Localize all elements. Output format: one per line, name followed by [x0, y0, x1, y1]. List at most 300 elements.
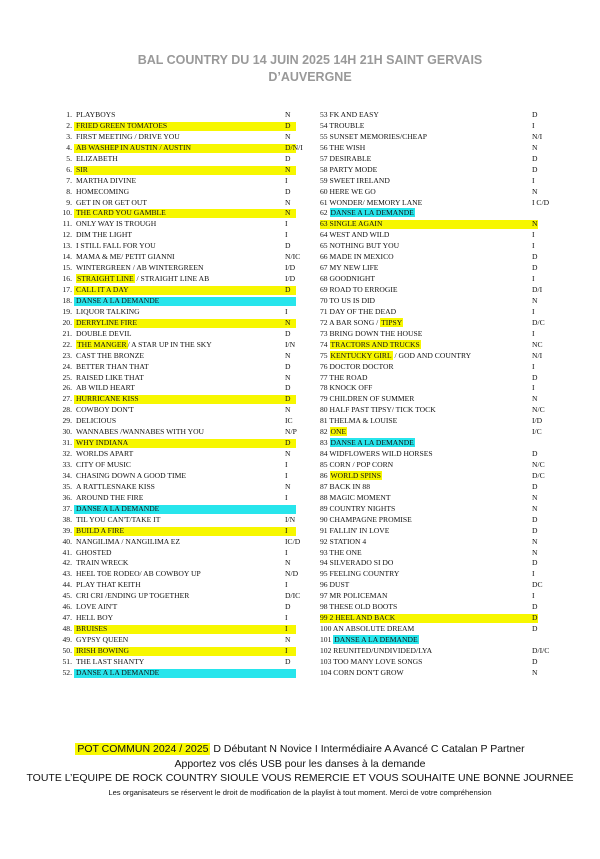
dance-level: N: [532, 503, 538, 513]
dance-title: [76, 252, 175, 263]
list-item: [58, 394, 300, 405]
dance-title: [76, 493, 143, 504]
dance-level: N/P: [285, 427, 297, 437]
list-item: [58, 646, 300, 657]
dance-title: [76, 624, 107, 635]
dance-title: [320, 176, 390, 187]
dance-title-text: CITY OF MUSIC: [76, 460, 131, 469]
dance-title: [76, 427, 204, 438]
dance-level: I/N: [285, 339, 296, 349]
dance-level: D/C: [532, 317, 545, 327]
dance-level: N: [532, 536, 538, 546]
list-item: [58, 187, 300, 198]
dance-title: [76, 307, 140, 318]
dance-level: D: [532, 514, 538, 524]
list-item: [58, 602, 300, 613]
dance-level: D: [285, 383, 291, 393]
dance-title-text: 99: [320, 613, 328, 623]
list-item: [320, 580, 542, 591]
dance-title: [320, 219, 382, 230]
dance-title-text: 58 PARTY MODE: [320, 164, 378, 174]
dance-title-text: 66 MADE IN MEXICO: [320, 252, 394, 262]
dance-level: I/C: [532, 427, 542, 437]
list-item: [58, 132, 300, 143]
dance-title: [320, 569, 399, 580]
dance-title-text: AB WILD HEART: [76, 383, 135, 393]
dance-title: [76, 208, 166, 219]
dance-title: [320, 263, 378, 274]
dance-title-text: WHY INDIANA: [76, 438, 129, 448]
dance-title: [320, 307, 396, 318]
list-item: [58, 142, 303, 154]
dance-title: [76, 198, 147, 209]
list-item: [320, 121, 542, 132]
dance-level: D: [532, 164, 538, 174]
dance-title: [320, 318, 403, 329]
dance-title: [76, 548, 111, 559]
list-item: [58, 373, 300, 384]
dance-title: [320, 558, 393, 569]
dance-title: [320, 624, 414, 635]
list-item: [320, 394, 542, 405]
item-number: 13.: [62, 241, 72, 251]
list-item: [320, 482, 542, 493]
item-number: 44.: [62, 580, 72, 590]
list-item: [320, 515, 542, 526]
dance-title-text: DERRYLINE FIRE: [76, 317, 137, 327]
dance-title: [320, 351, 471, 362]
dance-title-text: HURRICANE KISS: [76, 394, 139, 404]
dance-level: IC: [285, 416, 293, 426]
dance-title: [320, 296, 375, 307]
dance-title-text: THE CARD YOU GAMBLE: [76, 208, 166, 218]
list-item: [58, 504, 300, 515]
dance-level: D: [532, 481, 538, 491]
list-item: [320, 635, 542, 646]
item-number: 37.: [62, 503, 72, 513]
dance-title: [76, 449, 133, 460]
list-item: [58, 460, 300, 471]
list-item: [58, 405, 300, 416]
dance-title: [76, 121, 167, 132]
dance-level: N: [532, 219, 538, 229]
list-item: [320, 132, 542, 143]
dance-level: N: [285, 131, 291, 141]
dance-title-text: DOUBLE DEVIL: [76, 328, 132, 338]
item-number: 4.: [66, 142, 72, 152]
dance-title: [320, 165, 377, 176]
dance-title: [76, 668, 159, 679]
dance-level: D: [532, 602, 538, 612]
dance-title-highlight: WORLD SPINS: [330, 470, 381, 480]
dance-title-suffix: / GOD AND COUNTRY: [392, 350, 472, 360]
item-number: 28.: [62, 405, 72, 415]
dance-title: [76, 154, 118, 165]
dance-level: D: [285, 656, 291, 666]
item-number: 7.: [66, 175, 72, 185]
list-item: [58, 558, 300, 569]
dance-title-text: 68 GOODNIGHT: [320, 274, 376, 284]
dance-title: [76, 537, 180, 548]
dance-level: N: [532, 394, 538, 404]
dance-title-text: STRAIGHT LINE: [77, 274, 134, 284]
list-item: [58, 121, 300, 132]
dance-title-text: RAISED LIKE THAT: [76, 372, 144, 382]
dance-level: I: [285, 175, 288, 185]
dance-title: [320, 340, 421, 351]
list-item: [320, 317, 545, 329]
dance-title-text: 56 THE WISH: [320, 142, 366, 152]
dance-title-text: 98 THESE OLD BOOTS: [320, 602, 398, 612]
playlist-left-column: [58, 110, 303, 679]
dance-title-text: GET IN OR GET OUT: [76, 197, 148, 207]
dance-title-text: CRI CRI /ENDING UP TOGETHER: [76, 591, 190, 601]
list-item: [320, 602, 542, 613]
dance-title-text: 81 THELMA & LOUISE: [320, 416, 398, 426]
dance-level: N: [532, 667, 538, 677]
dance-level: N: [285, 197, 291, 207]
dance-level: I: [285, 470, 288, 480]
list-item: [58, 318, 300, 329]
list-item: [320, 230, 542, 241]
dance-title-text: DANSE A LA DEMANDE: [76, 503, 160, 513]
dance-title: [76, 504, 159, 515]
item-number: 12.: [62, 230, 72, 240]
dance-title-text: 97 MR POLICEMAN: [320, 591, 388, 601]
list-item: [58, 176, 300, 187]
dance-level: N: [285, 350, 291, 360]
dance-level: I: [532, 383, 535, 393]
dance-level: D: [285, 186, 291, 196]
dance-level: D: [285, 394, 291, 404]
item-number: 34.: [62, 470, 72, 480]
dance-title: [76, 296, 159, 307]
dance-level: I: [285, 230, 288, 240]
dance-title-text: BRUISES: [76, 624, 108, 634]
item-number: 41.: [62, 547, 72, 557]
list-item: [58, 241, 300, 252]
dance-level: I: [285, 613, 288, 623]
dance-title-text: 82: [320, 427, 328, 437]
dance-title-text: LOVE AIN'T: [76, 602, 118, 612]
dance-title: [76, 438, 128, 449]
dance-title: [76, 580, 141, 591]
dance-level: I C/D: [532, 197, 550, 207]
list-item: [320, 197, 550, 209]
dance-level: N: [285, 449, 291, 459]
dance-title: [76, 165, 88, 176]
dance-title-text: COWBOY DON'T: [76, 405, 134, 415]
dance-title-text: 75: [320, 350, 328, 360]
dance-level: I: [285, 460, 288, 469]
dance-title: [320, 329, 422, 340]
item-number: 9.: [66, 197, 72, 207]
dance-title-text: 76 DOCTOR DOCTOR: [320, 361, 394, 371]
dance-title-text: 86: [320, 470, 328, 480]
list-item: [58, 427, 300, 438]
dance-title: [320, 362, 394, 373]
dance-title: [320, 121, 364, 132]
list-item: [320, 263, 542, 274]
title-line-1: BAL COUNTRY DU 14 JUIN 2025 14H 21H SAINT GERVAIS: [137, 53, 483, 67]
usb-note: Apportez vos clés USB pour les danses à la demande: [174, 758, 426, 770]
list-item: [58, 307, 300, 318]
item-number: 48.: [62, 624, 72, 634]
dance-level: I: [532, 361, 535, 371]
dance-title: [320, 482, 370, 493]
thanks-note: TOUTE L’EQUIPE DE ROCK COUNTRY SIOULE VOUS REMERCIE ET VOUS SOUHAITE UNE BONNE JOURNEE: [26, 772, 574, 784]
dance-title-text: 72 A BAR SONG /: [320, 317, 379, 327]
dance-title: [76, 110, 115, 121]
dance-level: I: [532, 230, 535, 240]
dance-title: [320, 646, 432, 657]
dance-title-text: A RATTLESNAKE KISS: [76, 481, 155, 491]
dance-title-text: HOMECOMING: [76, 186, 130, 196]
list-item: [320, 460, 545, 471]
dance-title: [320, 154, 371, 165]
dance-title-text: CALL IT A DAY: [76, 285, 129, 294]
item-number: 47.: [62, 613, 72, 623]
dance-title-text: 91 FALLIN' IN LOVE: [320, 525, 390, 535]
title-line-2: D’AUVERGNE: [268, 70, 352, 84]
dance-level: I: [285, 624, 288, 634]
dance-title: [320, 405, 436, 416]
dance-title-text: DANSE A LA DEMANDE: [76, 295, 160, 305]
dance-level: D: [285, 438, 291, 448]
dance-title: [320, 143, 365, 154]
item-number: 23.: [62, 350, 72, 360]
dance-title-highlight: DANSE A LA DEMANDE: [330, 438, 414, 448]
dance-title-text: 89 COUNTRY NIGHTS: [320, 503, 396, 513]
dance-level: D/I/C: [532, 645, 550, 655]
dance-title-text: TIL YOU CAN'T/TAKE IT: [76, 514, 161, 524]
list-item: [58, 208, 300, 219]
list-item: [320, 537, 542, 548]
list-item: [58, 526, 300, 537]
dance-title: [320, 230, 389, 241]
dance-title-text: 71 DAY OF THE DEAD: [320, 306, 397, 316]
dance-title-text: HELL BOY: [76, 613, 114, 623]
dance-title-text: 79 CHILDREN OF SUMMER: [320, 394, 415, 404]
dance-title-text: DANSE A LA DEMANDE: [76, 667, 160, 677]
dance-title-highlight: DANSE A LA DEMANDE: [330, 208, 414, 218]
list-item: [58, 438, 300, 449]
dance-title: [320, 427, 347, 438]
list-item: [320, 187, 542, 198]
dance-title-text: PLAY THAT KEITH: [76, 580, 141, 590]
list-item: [58, 624, 300, 635]
list-item: [58, 230, 300, 241]
dance-title-highlight: TRACTORS AND TRUCKS: [330, 339, 420, 349]
dance-title-suffix: / STRAIGHT LINE AB: [134, 274, 210, 284]
dance-title: [320, 537, 366, 548]
dance-level: I/N: [285, 514, 296, 524]
dance-title-text: 104 CORN DON'T GROW: [320, 667, 404, 677]
dance-title: [320, 580, 349, 591]
dance-level: D: [285, 120, 291, 130]
list-item: [58, 252, 300, 263]
dance-title-text: 64 WEST AND WILD: [320, 230, 390, 240]
dance-title-text: MAMA & ME/ PETIT GIANNI: [76, 252, 175, 262]
item-number: 40.: [62, 536, 72, 546]
dance-level: I: [285, 645, 288, 655]
list-item: [320, 558, 542, 569]
dance-title-text: CHASING DOWN A GOOD TIME: [76, 470, 186, 480]
dance-title: [76, 602, 117, 613]
item-number: 50.: [62, 645, 72, 655]
dance-level: D: [532, 656, 538, 666]
list-item: [320, 504, 542, 515]
dance-level: D: [532, 624, 538, 634]
list-item: [58, 219, 300, 230]
dance-title-text: BETTER THAN THAT: [76, 361, 149, 371]
dance-title-text: AB WASHEP IN AUSTIN / AUSTIN: [76, 142, 191, 152]
dance-level: D: [532, 613, 538, 623]
dance-title-text: 78 KNOCK OFF: [320, 383, 373, 393]
dance-title-text: 62: [320, 208, 328, 218]
dance-title-text: 59 SWEET IRELAND: [320, 175, 390, 185]
list-item: [58, 515, 300, 526]
dance-level: I: [285, 580, 288, 590]
dance-title-text: LIQUOR TALKING: [76, 306, 140, 316]
item-number: 16.: [62, 274, 72, 284]
item-number: 24.: [62, 361, 72, 371]
item-number: 38.: [62, 514, 72, 524]
dance-level: I: [532, 274, 535, 284]
list-item: [320, 405, 545, 416]
item-number: 17.: [62, 285, 72, 294]
dance-title: [76, 405, 134, 416]
list-item: [320, 657, 542, 668]
dance-title-text: THE MANGER: [77, 339, 127, 349]
dance-title-text: 103 TOO MANY LOVE SONGS: [320, 656, 423, 666]
item-number: 10.: [62, 208, 72, 218]
dance-title-text: HEEL TOE RODEO/ AB COWBOY UP: [76, 569, 201, 579]
dance-level: D: [285, 328, 291, 338]
dance-title: [76, 143, 191, 154]
dance-title: [320, 668, 404, 679]
dance-title: [320, 449, 433, 460]
dance-title-text: TRAIN WRECK: [76, 558, 129, 568]
dance-title-text: 73 BRING DOWN THE HOUSE: [320, 328, 423, 338]
dance-title-text: 101: [320, 635, 332, 644]
dance-title: [76, 230, 132, 241]
list-item: [320, 329, 542, 340]
dance-title-text: 96 DUST: [320, 580, 350, 590]
dance-level: I: [285, 492, 288, 502]
dance-title-text: DIM THE LIGHT: [76, 230, 132, 240]
dance-title: [76, 318, 137, 329]
list-item: [58, 296, 300, 307]
list-item: [58, 340, 300, 351]
dance-title-text: ELIZABETH: [76, 153, 118, 163]
dance-level: I/D: [285, 263, 296, 273]
highlight-bar: [74, 166, 296, 175]
dance-level: D/IC: [285, 591, 301, 601]
item-number: 42.: [62, 558, 72, 568]
list-item: [58, 110, 300, 121]
dance-title: [76, 394, 139, 405]
dance-title-text: 63: [320, 219, 328, 229]
dance-title: [76, 132, 180, 143]
dance-level: N/C: [532, 460, 545, 469]
dance-level: D: [285, 285, 291, 294]
dance-level: D/N/I: [285, 142, 303, 152]
dance-title: [76, 591, 189, 602]
item-number: 31.: [62, 438, 72, 448]
dance-level: D: [285, 153, 291, 163]
list-item: [320, 438, 542, 449]
dance-title-text: FRIED GREEN TOMATOES: [76, 120, 168, 130]
list-item: [58, 471, 300, 482]
list-item: [320, 296, 542, 307]
dance-title-text: FIRST MEETING / DRIVE YOU: [76, 131, 180, 141]
dance-level: I: [285, 219, 288, 229]
dance-title-text: SIR: [76, 164, 88, 174]
dance-title-text: 67 MY NEW LIFE: [320, 263, 379, 273]
dance-title: [76, 187, 129, 198]
list-item: [320, 208, 542, 219]
dance-title: [76, 351, 144, 362]
dance-title-text: 65 NOTHING BUT YOU: [320, 241, 400, 251]
list-item: [320, 340, 542, 351]
item-number: 32.: [62, 449, 72, 459]
dance-title-text: PLAYBOYS: [76, 110, 116, 119]
dance-title: [76, 285, 129, 296]
highlight-bar: [74, 625, 296, 634]
dance-level: N/D: [285, 569, 299, 579]
list-item: [320, 154, 542, 165]
list-item: [58, 635, 300, 646]
dance-level: D: [285, 361, 291, 371]
dance-level: N: [285, 481, 291, 491]
dance-level: D/I: [532, 285, 543, 294]
dance-level: N: [532, 295, 538, 305]
item-number: 51.: [62, 656, 72, 666]
dance-level: N: [532, 492, 538, 502]
dance-level: D: [532, 110, 538, 119]
dance-title-text: 77 THE ROAD: [320, 372, 368, 382]
dance-level: I: [532, 591, 535, 601]
list-item: [320, 373, 542, 384]
dance-level: DC: [532, 580, 543, 590]
dance-title-text: 102 REUNITED/UNDIVIDED/LYA: [320, 645, 433, 655]
item-number: 22.: [62, 339, 72, 349]
playlist-right-column: [320, 110, 550, 679]
dance-title-text: 70 TO US IS DID: [320, 295, 375, 305]
dance-title-text: 93 THE ONE: [320, 547, 362, 557]
dance-title: [76, 646, 129, 657]
disclaimer-note: Les organisateurs se réservent le droit de modification de la playlist à tout moment. Merci de votre compréhension: [108, 788, 492, 797]
item-number: 45.: [62, 591, 72, 601]
dance-level: N: [285, 317, 291, 327]
item-number: 43.: [62, 569, 72, 579]
pot-commun-label: POT COMMUN 2024 / 2025: [77, 743, 209, 755]
dance-level: N/C: [532, 405, 545, 415]
dance-level: N: [285, 164, 291, 174]
item-number: 1.: [66, 110, 72, 119]
dance-title-suffix: / A STAR UP IN THE SKY: [127, 339, 212, 349]
list-item: [58, 482, 300, 493]
dance-title: [76, 274, 209, 285]
item-number: 3.: [66, 131, 72, 141]
dance-level: N: [532, 142, 538, 152]
dance-level: N: [285, 372, 291, 382]
legend-line: [0, 743, 600, 755]
dance-title-highlight: KENTUCKY GIRL: [330, 350, 392, 360]
list-item: [320, 362, 542, 373]
dance-title: [320, 635, 419, 646]
